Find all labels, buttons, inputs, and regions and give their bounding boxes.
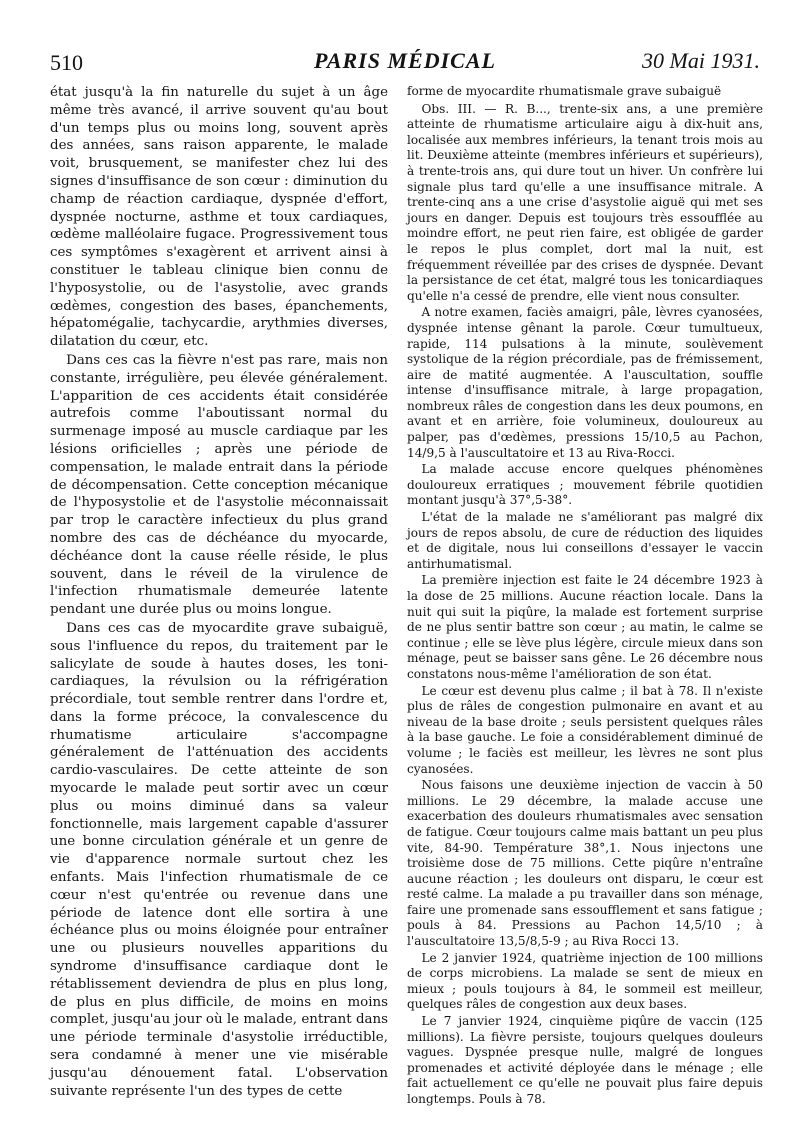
observation-paragraph: Le 2 janvier 1924, quatrième injection de 100 millions de corps microbiens. La malade se sent de mieux en mieux ; pouls toujours à 84, le sommeil est meilleur, quelques râles de congestion aux deux bases.: [407, 950, 763, 1012]
page-number: 510: [50, 50, 83, 75]
observation-paragraph: Nous faisons une deuxième injection de vaccin à 50 millions. Le 29 décembre, la malade accuse une exacerbation des douleurs rhumatismales avec sensation de fatigue. Cœur toujours calme mais battant un peu plus vite, 84-90. Température 38°,1. Nous injectons une troisième dose de 75 millions. Cette piqûre n'entraîne aucune réaction ; les douleurs ont disparu, le cœur est resté calme. La malade a pu travailler dans son ménage, faire une promenade sans essoufflement et sans fatigue ; pouls à 84. Pressions au Pachon 14,5/10 ; à l'auscultatoire 13,5/8,5-9 ; au Riva Rocci 13.: [407, 778, 763, 949]
observation-paragraph: L'état de la malade ne s'améliorant pas malgré dix jours de repos absolu, de cure de réduction des liquides et de digitale, nous lui conseillons d'essayer le vaccin antirhumatismal.: [407, 510, 763, 571]
observation-paragraph: La première injection est faite le 24 décembre 1923 à la dose de 25 millions. Aucune réaction locale. Dans la nuit qui suit la piqûre, la malade est fortement surprise de ne plus sentir battre son cœur ; au matin, le calme se continue ; elle se lève plus légère, circule mieux dans son ménage, peut se baisser sans gêne. Le 26 décembre nous constatons nous-même l'amélioration de son état.: [407, 573, 763, 681]
running-header: [50, 46, 760, 80]
issue-date: 30 Mai 1931.: [642, 48, 760, 73]
left-paragraph: état jusqu'à la fin naturelle du sujet à un âge même très avancé, il arrive souvent qu'au bout d'un temps plus ou moins long, souvent après des années, sans raison apparente, le malade voit, brusquement, se manifester chez lui des signes d'insuffisance de son cœur : diminution du champ de réaction cardiaque, dyspnée d'effort, dyspnée nocturne, asthme et toux cardiaques, œdème malléolaire fugace. Progressivement tous ces symptômes s'exagèrent et arrivent ainsi à constituer le tableau clinique bien connu de l'hyposystolie, ou de l'asystolie, avec grands œdèmes, congestion des bases, épanchements, hépatomégalie, tachycardie, arythmies diverses, dilatation du cœur, etc.: [50, 85, 388, 350]
right-column-continuation: forme de myocardite rhumatismale grave subaiguë: [407, 84, 722, 98]
observation-paragraph: A notre examen, faciès amaigri, pâle, lèvres cyanosées, dyspnée intense gênant la parole. Cœur tumultueux, rapide, 114 pulsations à la minute, soulèvement systolique de la région précordiale, pas de frémissement, aire de matité augmentée. A l'auscultation, souffle intense d'insuffisance mitrale, à large propagation, nombreux râles de congestion dans les deux poumons, en avant et en arrière, foie volumineux, douloureux au palper, pas d'œdèmes, pressions 15/10,5 au Pachon, 14/9,5 à l'auscultatoire et 13 au Riva-Rocci.: [407, 305, 763, 460]
observation-paragraph: Le 7 janvier 1924, cinquième piqûre de vaccin (125 millions). La fièvre persiste, toujours quelques douleurs vagues. Dyspnée presque nulle, malgré de longues promenades et activité déployée dans le ménage ; elle fait actuellement ce qu'elle ne pouvait plus faire depuis longtemps. Pouls à 78.: [407, 1014, 763, 1106]
left-paragraph: Dans ces cas la fièvre n'est pas rare, mais non constante, irrégulière, peu élevée généralement. L'apparition de ces accidents était considérée autrefois comme l'aboutissant normal du surmenage imposé au muscle cardiaque par les lésions orificielles ; après une période de compensation, le malade entrait dans la période de décompensation. Cette conception mécanique de l'hyposystolie et de l'asystolie méconnaissait par trop le caractère infectieux du plus grand nombre des cas de déchéance du myocarde, déchéance dont la cause réelle réside, le plus souvent, dans le réveil de la virulence de l'infection rhumatismale demeurée latente pendant une durée plus ou moins longue.: [50, 352, 388, 618]
left-column: [50, 84, 388, 1100]
right-column: [407, 84, 763, 1108]
observation-paragraph: Obs. III. — R. B..., trente-six ans, a une première atteinte de rhumatisme articulaire aigu à dix-huit ans, localisée aux membres inférieurs, la tenant trois mois au lit. Deuxième atteinte (membres inférieurs et supérieurs), à trente-trois ans, qui dure tout un hiver. Un confrère lui signale plus tard qu'elle a une insuffisance mitrale. A trente-cinq ans a une crise d'asystolie aiguë qui met ses jours en danger. Depuis est toujours très essoufflée au moindre effort, ne peut rien faire, est obligée de garder le repos le plus complet, dort mal la nuit, est fréquemment réveillée par des crises de dyspnée. Devant la persistance de cet état, malgré tous les tonicardiaques qu'elle n'a cessé de prendre, elle vient nous consulter.: [407, 101, 764, 303]
observation-paragraph: La malade accuse encore quelques phénomènes douloureux erratiques ; mouvement fébrile quotidien montant jusqu'à 37°,5-38°.: [407, 462, 763, 508]
journal-title: PARIS MÉDICAL: [314, 48, 496, 73]
left-paragraph: Dans ces cas de myocardite grave subaiguë, sous l'influence du repos, du traitement par le salicylate de soude à hautes doses, les toni-cardiaques, la révulsion ou la réfrigération précordiale, tout semble rentrer dans l'ordre et, dans la forme précoce, la convalescence du rhumatisme articulaire s'accompagne généralement de l'atténuation des accidents cardio-vasculaires. De cette atteinte de son myocarde le malade peut sortir avec un cœur plus ou moins diminué dans sa valeur fonctionnelle, mais largement capable d'assurer une bonne circulation générale et un genre de vie d'apparence normale surtout chez les enfants. Mais l'infection rhumatismale de ce cœur n'est qu'entrée ou revenue dans une période de latence dont elle sortira à une échéance plus ou moins éloignée pour entraîner une ou plusieurs nouvelles apparitions du syndrome d'insuffisance cardiaque dont le rétablissement deviendra de plus en plus long, de plus en plus difficile, de moins en moins complet, jusqu'au jour où le malade, entrant dans une période terminale d'asystolie irréductible, sera condamné à mener une vie misérable jusqu'au dénouement fatal. L'observation suivante représente l'un des types de cette: [50, 620, 388, 1099]
observation-paragraph: Le cœur est devenu plus calme ; il bat à 78. Il n'existe plus de râles de congestion pulmonaire en avant et au niveau de la base droite ; seuls persistent quelques râles à la base gauche. Le foie a considérablement diminué de volume ; le faciès est meilleur, les lèvres ne sont plus cyanosées.: [407, 683, 763, 776]
